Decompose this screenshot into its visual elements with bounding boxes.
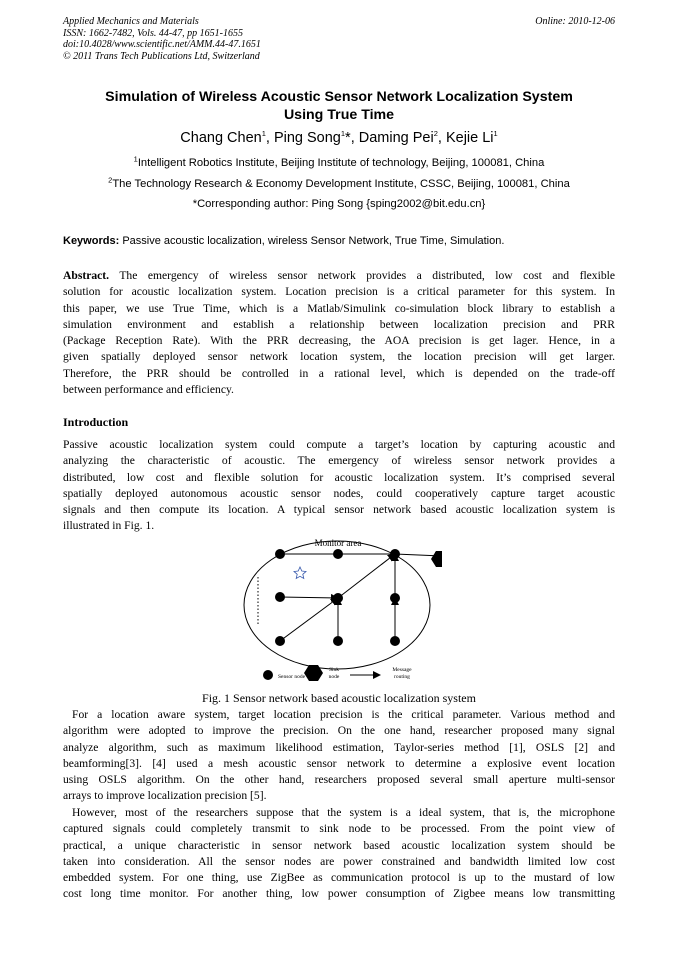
section-heading-introduction: Introduction	[63, 415, 129, 429]
sensor-node	[275, 549, 285, 559]
author-name: Ping Song	[273, 130, 341, 146]
message-route	[280, 598, 338, 641]
abstract-first-line: The emergency of wireless sensor network provides a distributed, low cost and flexible	[119, 269, 615, 282]
corresponding-mark: *	[345, 130, 351, 146]
legend-message-label-2: routing	[394, 674, 410, 680]
paragraph-line: However, most of the researchers suppose that the system is a ideal system, that is, the microphone	[72, 806, 615, 819]
paragraph-line: spatially deployed autonomous acoustic sensor nodes, could cooperatively capture target acoustic	[63, 486, 615, 500]
keywords	[63, 234, 615, 248]
journal-header	[63, 16, 261, 62]
title-line-2: Using True Time	[283, 107, 395, 123]
legend-sink-label-1: Sink	[328, 667, 340, 673]
paragraph-line: For a location aware system, target location precision is the critical parameter. Various method and	[72, 708, 615, 721]
paragraph-line: captured signals could completely transmit to sink node to be processed. From the point view of	[63, 822, 615, 836]
abstract-line: simulation environment and establish a relationship between localization precision and PRR	[63, 317, 615, 331]
author-name: Chang Chen	[180, 130, 262, 146]
abstract-line: between performance and efficiency.	[63, 383, 234, 397]
author-affil-mark: 1	[493, 129, 498, 139]
abstract-line: given spatially deployed sensor network location system, the location precision will get larger.	[63, 350, 615, 364]
paragraph-line: Passive acoustic localization system could compute a target’s location by capturing acoustic and	[63, 438, 615, 451]
legend-sensor-icon	[263, 670, 273, 680]
corresponding-text: *Corresponding author: Ping Song {sping2002@bit.edu.cn}	[192, 198, 486, 210]
sensor-node	[390, 593, 400, 603]
abstract-line: this paper, we use True Time, which is a Matlab/Simulink co-simulation block library to establish a	[63, 301, 615, 315]
figure-caption: Fig. 1 Sensor network based acoustic localization system	[202, 691, 476, 705]
sink-node	[431, 551, 442, 567]
message-route	[338, 554, 395, 598]
title-line-1: Simulation of Wireless Acoustic Sensor Network Localization System	[105, 89, 573, 105]
paragraph-line: illustrated in Fig. 1.	[63, 519, 155, 533]
online-date	[535, 16, 615, 28]
sensor-node	[275, 636, 285, 646]
sensor-node	[390, 636, 400, 646]
journal-doi[interactable]: doi:10.4028/www.scientific.net/AMM.44-47.1651	[63, 39, 261, 50]
monitor-area-boundary	[244, 541, 430, 669]
paragraph-line: analyzing the characteristic of acoustic. The emergency of wireless sensor network provides a	[63, 454, 615, 468]
journal-name: Applied Mechanics and Materials	[63, 16, 199, 27]
corresponding-author	[30, 197, 648, 211]
keywords-text: Passive acoustic localization, wireless Sensor Network, True Time, Simulation.	[122, 235, 505, 247]
affil-mark: 1	[133, 154, 138, 164]
intro-paragraph-1	[63, 437, 615, 535]
body-paragraph-2	[63, 707, 615, 805]
legend-sink-icon	[304, 665, 323, 681]
abstract	[63, 268, 615, 398]
paragraph-line: arrays to improve localization precision [5].	[63, 789, 267, 803]
abstract-line	[63, 268, 615, 284]
paragraph-line: signals and then compute its location. A typical sensor network based acoustic localization system is	[63, 503, 615, 517]
journal-copyright: © 2011 Trans Tech Publications Ltd, Switzerland	[63, 50, 260, 62]
sensor-network-diagram	[242, 533, 442, 689]
author-affil-mark: 1	[340, 129, 346, 139]
figure-1	[242, 533, 442, 689]
abstract-line: (Package Reception Rate). With the PRR decreasing, the AOA precision is get lager. Hence, in a	[63, 334, 615, 348]
abstract-label: Abstract.	[63, 269, 110, 282]
paragraph-line: practical, a unique characteristic in sensor network based acoustic localization system should be	[63, 838, 615, 852]
author-affil-mark: 2	[433, 129, 438, 139]
journal-issn: ISSN: 1662-7482, Vols. 44-47, pp 1651-1655	[63, 27, 243, 39]
paragraph-line: beamforming[3]. [4] used a mesh acoustic sensor network to determine a explosive event location	[63, 756, 615, 770]
monitor-area-label: Monitor area	[314, 538, 362, 548]
legend-message-label-1: Message	[392, 667, 412, 673]
message-route	[280, 597, 338, 598]
sensor-node	[333, 593, 343, 603]
author-affil-mark: 1	[261, 129, 266, 139]
paragraph-line: analyze algorithm, such as maximum likelihood estimation, Taylor-series method [1], OSLS [2] and	[63, 740, 615, 754]
affiliation-2	[30, 177, 648, 191]
author-name: Daming Pei	[358, 130, 434, 146]
abstract-line: Therefore, the PRR should be controlled in a rational level, which is depended on the trade-off	[63, 366, 615, 380]
legend-sink-label-2: node	[328, 674, 340, 680]
sensor-node	[333, 636, 343, 646]
legend-sensor-label: Sensor node	[278, 674, 306, 680]
sensor-node	[275, 592, 285, 602]
paragraph-line: algorithm were adopted to improve the precision. On the one hand, researcher proposed many signal	[63, 724, 615, 738]
paragraph-line: using OSLS algorithm. On the other hand, researchers proposed several small aperture multi-sensor	[63, 773, 615, 787]
sensor-node	[390, 549, 400, 559]
keywords-label: Keywords:	[63, 235, 120, 247]
author-list: Chang Chen$^1$, Ping Song$^1$*, Daming Pei$^2$, Kejie Li$^1$	[180, 129, 498, 146]
paper-title	[40, 88, 638, 124]
paragraph-line: taken into consideration. All the sensor nodes are power constrained and bandwidth limited low cost	[63, 854, 615, 868]
author-name: Kejie Li	[445, 130, 494, 146]
online-date-text: Online: 2010-12-06	[535, 16, 615, 27]
target-star-icon	[294, 567, 306, 579]
affiliation-1	[30, 156, 648, 170]
abstract-line: solution for acoustic localization system. Location precision is a critical parameter for this system. In	[63, 285, 615, 299]
body-paragraph-3	[63, 805, 615, 903]
paragraph-line: cost long time monitor. For another thing, low power consumption of Zigbee means low transmitting	[63, 887, 615, 901]
paragraph-line: embedded system. For one thing, use ZigBee as communication protocol is up to the mustard of low	[63, 871, 615, 885]
sensor-node	[333, 549, 343, 559]
affil-text: Intelligent Robotics Institute, Beijing Institute of technology, Beijing, 100081, China	[137, 157, 545, 169]
paragraph-line: distributed, low cost and flexible solution for acoustic localization system. It’s comprised several	[63, 470, 615, 484]
affil-mark: 2	[108, 175, 113, 185]
affil-text: The Technology Research & Economy Development Institute, CSSC, Beijing, 100081, China	[112, 178, 570, 190]
